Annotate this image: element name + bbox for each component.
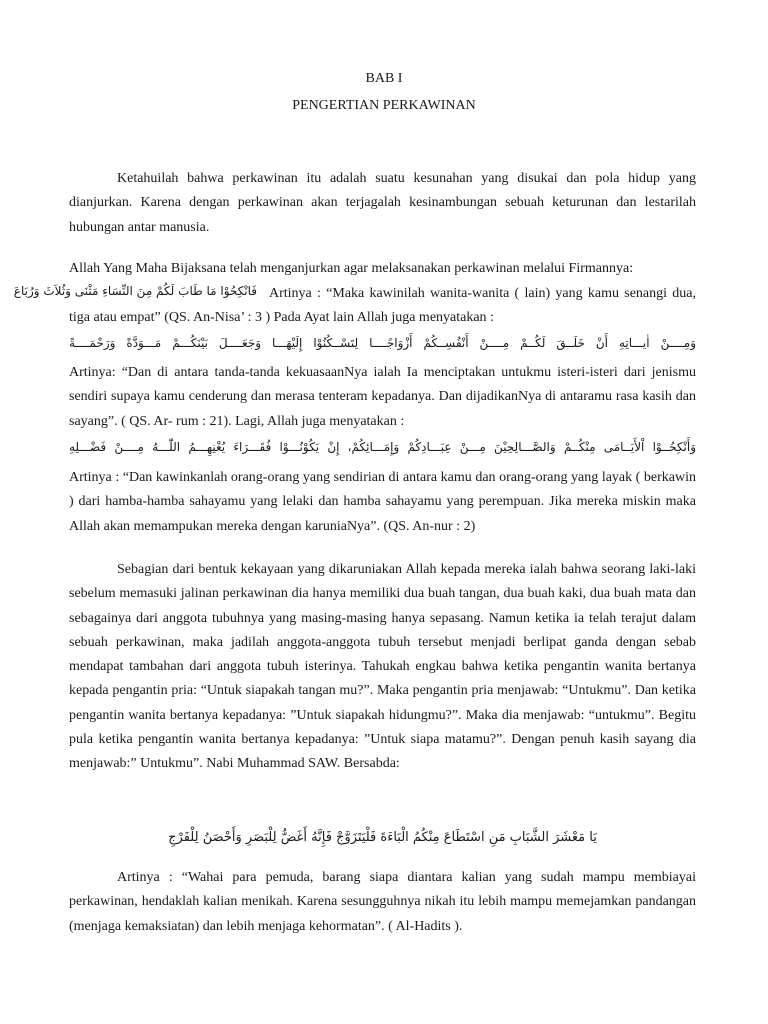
quran-arabic-ar-rum: وَمِــــنْ اٰيـــاتِهِ أَنْ خَلَــقَ لَكُــمْ مِــــنْ أَنْفُسِــكُمْ أَزْوَاجًــــا لِتَسْــكُنُوْا إِلَيْهَـــا وَجَعَــــلَ بَيْنَكُـــمْ مَـــوَدَّةً وَرَحْمَــــةً xyxy=(69,336,696,350)
hadith-arabic: يَا مَعْشَرَ الشَّبَابِ مَنِ اسْتَطَاعَ مِنْكُمُ الْبَاءَةَ فَلْيَتَزَوَّجْ فَإِنَّهُ أَغَضُّ لِلْبَصَرِ وَأَحْصَنُ لِلْفَرْجِ xyxy=(168,830,597,845)
paragraph-quran-intro: Allah Yang Maha Bijaksana telah menganjurkan agar melaksanakan perkawinan melalui Firmannya: xyxy=(69,261,634,276)
chapter-number: BAB I xyxy=(365,71,403,86)
paragraph-body: Sebagian dari bentuk kekayaan yang dikaruniakan Allah kepada mereka ialah bahwa seorang laki-laki sebelum memasuki jalinan perkawinan dia hanya memiliki dua buah tangan, dua buah kaki, dua buah mata dan sebagainya dari anggota tubuhnya yang masing-masing hanya sepasang. Namun ketika ia telah terajut dalam sebuah perkawinan, maka jadilah anggota-anggota tubuh tersebut menjadi berlipat ganda dengan sebab mendapat tambahan dari anggota tubuh isterinya. Tahukah engkau bahwa ketika pengantin wanita bertanya kepada pengantin pria: “Untuk siapakah tangan mu?”. Maka pengantin pria menjawab: “Untukmu”. Dan ketika pengantin wanita bertanya kepadanya: ”Untuk siapakah hidungmu?”. Maka dia menjawab: “untukmu”. Begitu pula ketika pengantin wanita bertanya kepadanya: ”Untuk siapa matamu?”. Dengan penuh kasih sayang dia menjawab:” Untukmu”. Nabi Muhammad SAW. Bersabda: xyxy=(69,562,696,772)
paragraph-intro: Ketahuilah bahwa perkawinan itu adalah suatu kesunahan yang disukai dan pola hidup yang dianjurkan. Karena dengan perkawinan akan terjagalah kesinambungan sebuah keturunan dan lestarilah hubungan antar manusia. xyxy=(69,171,696,235)
quran-translation-2: Artinya: “Dan di antara tanda-tanda kekuasaanNya ialah Ia menciptakan untukmu isteri-isteri dari jenismu sendiri supaya kamu cenderung dan merasa tenteram kepadanya. Dan dijadikanNya di antaramu rasa kasih dan sayang”. ( QS. Ar- rum : 21). Lagi, Allah juga menyatakan : xyxy=(69,365,696,429)
quran-arabic-an-nisa: فَانْكِحُوْا مَا طَابَ لَكُمْ مِنَ النِّسَاءِ مَثْنَى وَثُلاَثَ وَرُبَاعَ xyxy=(13,284,257,298)
quran-translation-1: Artinya : “Maka kawinilah wanita-wanita ( lain) yang kamu senangi dua, tiga atau empat” (QS. An-Nisa’ : 3 ) Pada Ayat lain Allah juga menyatakan : xyxy=(69,286,696,326)
chapter-title: PENGERTIAN PERKAWINAN xyxy=(292,98,476,113)
quran-arabic-an-nur: وَأَنْكِحُــوْا اْلأَيَــامَى مِنْكُــمْ وَالصَّـــالِحِيْنَ مِـــنْ عِبَـــادِكُمْ وَإِمَـــائِكُمْ، إِنْ يَكُوْنُـــوْا فُقَـــرَاءَ يُغْنِهِـــمُ اللّٰـــهُ مِــــنْ فَضْـــلِهِ xyxy=(69,440,696,454)
hadith-translation: Artinya : “Wahai para pemuda, barang siapa diantara kalian yang sudah mampu membiayai perkawinan, hendaklah kalian menikah. Karena sesungguhnya nikah itu lebih mampu memejamkan pandangan (menjaga kemaksiatan) dan lebih menjaga kehormatan”. ( Al-Hadits ). xyxy=(69,870,696,934)
quran-translation-3: Artinya : “Dan kawinkanlah orang-orang yang sendirian di antara kamu dan orang-orang yang layak ( berkawin ) dari hamba-hamba sahayamu yang lelaki dan hamba sahayamu yang perempuan. Jika mereka miskin maka Allah akan memampukan mereka dengan karuniaNya”. (QS. An-nur : 2) xyxy=(69,470,696,534)
